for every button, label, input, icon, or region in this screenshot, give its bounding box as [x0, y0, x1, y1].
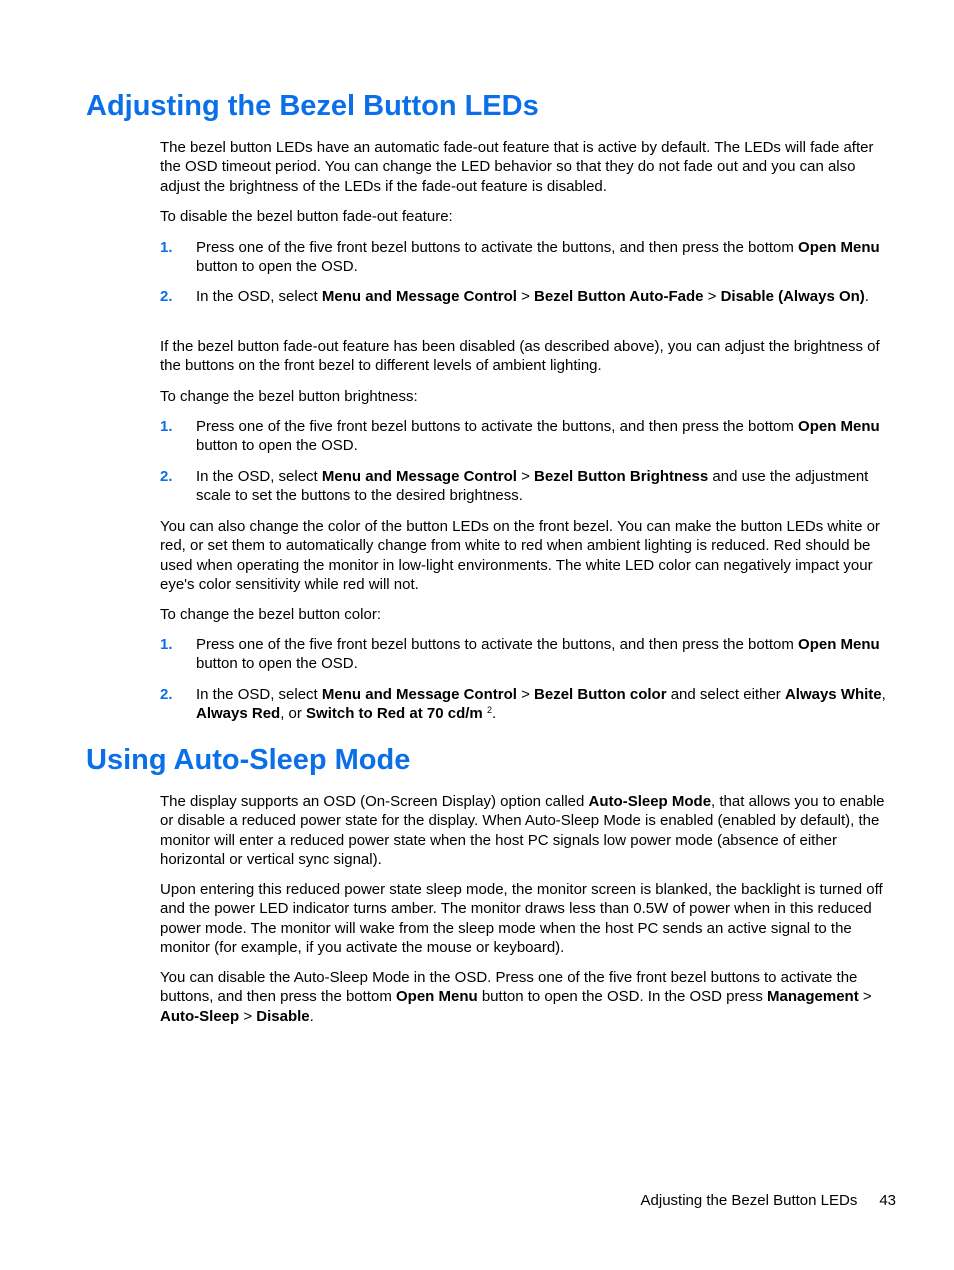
paragraph-auto-sleep-3: You can disable the Auto-Sleep Mode in the OSD. Press one of the five front bezel buttons to activate the buttons, and then press the bottom Open Menu button to open the OSD. In the OSD press Management > Auto-Sleep > Disable.: [160, 969, 872, 1025]
paragraph-brightness-lead: To change the bezel button brightness:: [160, 388, 418, 405]
paragraph-brightness-intro: If the bezel button fade-out feature has been disabled (as described above), you can adjust the brightness of the buttons on the front bezel to different levels of ambient lighting.: [160, 338, 880, 375]
list-text: In the OSD, select Menu and Message Control > Bezel Button color and select either Always White, Always Red, or Switch to Red at 70 cd/m $^2$.: [196, 686, 886, 723]
list-text: In the OSD, select Menu and Message Control > Bezel Button Auto-Fade > Disable (Always On).: [196, 288, 869, 305]
footer-section-name: Adjusting the Bezel Button LEDs: [640, 1192, 858, 1209]
list-number: 1.: [160, 418, 173, 435]
paragraph-auto-sleep-2: Upon entering this reduced power state sleep mode, the monitor screen is blanked, the backlight is turned off and the power LED indicator turns amber. The monitor draws less than 0.5W of power when in this reduced power mode. The monitor will wake from the sleep mode when the host PC sends an active signal to the monitor (for example, if you activate the mouse or keyboard).: [160, 881, 883, 956]
list-text: Press one of the five front bezel buttons to activate the buttons, and then press the bottom Open Menu button to open the OSD.: [196, 239, 880, 276]
paragraph-intro: The bezel button LEDs have an automatic fade-out feature that is active by default. The LEDs will fade after the OSD timeout period. You can change the LED behavior so that they do not fade out and you can also adjust the brightness of the LEDs if the fade-out feature is disabled.: [160, 139, 874, 195]
paragraph-auto-sleep-1: The display supports an OSD (On-Screen Display) option called Auto-Sleep Mode, that allows you to enable or disable a reduced power state for the display. When Auto-Sleep Mode is enabled (enabled by default), the monitor will enter a reduced power state when the host PC signals low power mode (absence of either horizontal or vertical sync signal).: [160, 793, 885, 868]
page-footer: [641, 1192, 896, 1209]
heading-bezel-button-leds: Adjusting the Bezel Button LEDs: [86, 90, 539, 122]
paragraph-color-intro: You can also change the color of the button LEDs on the front bezel. You can make the button LEDs white or red, or set them to automatically change from white to red when ambient lighting is reduced. Red should be used when operating the monitor in low-light environments. The white LED color can negatively impact your eye's color sensitivity while red will not.: [160, 518, 880, 593]
list-number: 2.: [160, 686, 173, 703]
page-number: 43: [879, 1192, 896, 1209]
list-number: 2.: [160, 288, 173, 305]
list-text: Press one of the five front bezel buttons to activate the buttons, and then press the bottom Open Menu button to open the OSD.: [196, 636, 880, 673]
paragraph-disable-lead: To disable the bezel button fade-out feature:: [160, 208, 453, 225]
list-number: 1.: [160, 239, 173, 256]
list-number: 2.: [160, 468, 173, 485]
heading-auto-sleep-mode: Using Auto-Sleep Mode: [86, 744, 411, 776]
list-number: 1.: [160, 636, 173, 653]
paragraph-color-lead: To change the bezel button color:: [160, 606, 381, 623]
list-text: Press one of the five front bezel buttons to activate the buttons, and then press the bottom Open Menu button to open the OSD.: [196, 418, 880, 455]
list-text: In the OSD, select Menu and Message Control > Bezel Button Brightness and use the adjustment scale to set the buttons to the desired brightness.: [196, 468, 869, 505]
